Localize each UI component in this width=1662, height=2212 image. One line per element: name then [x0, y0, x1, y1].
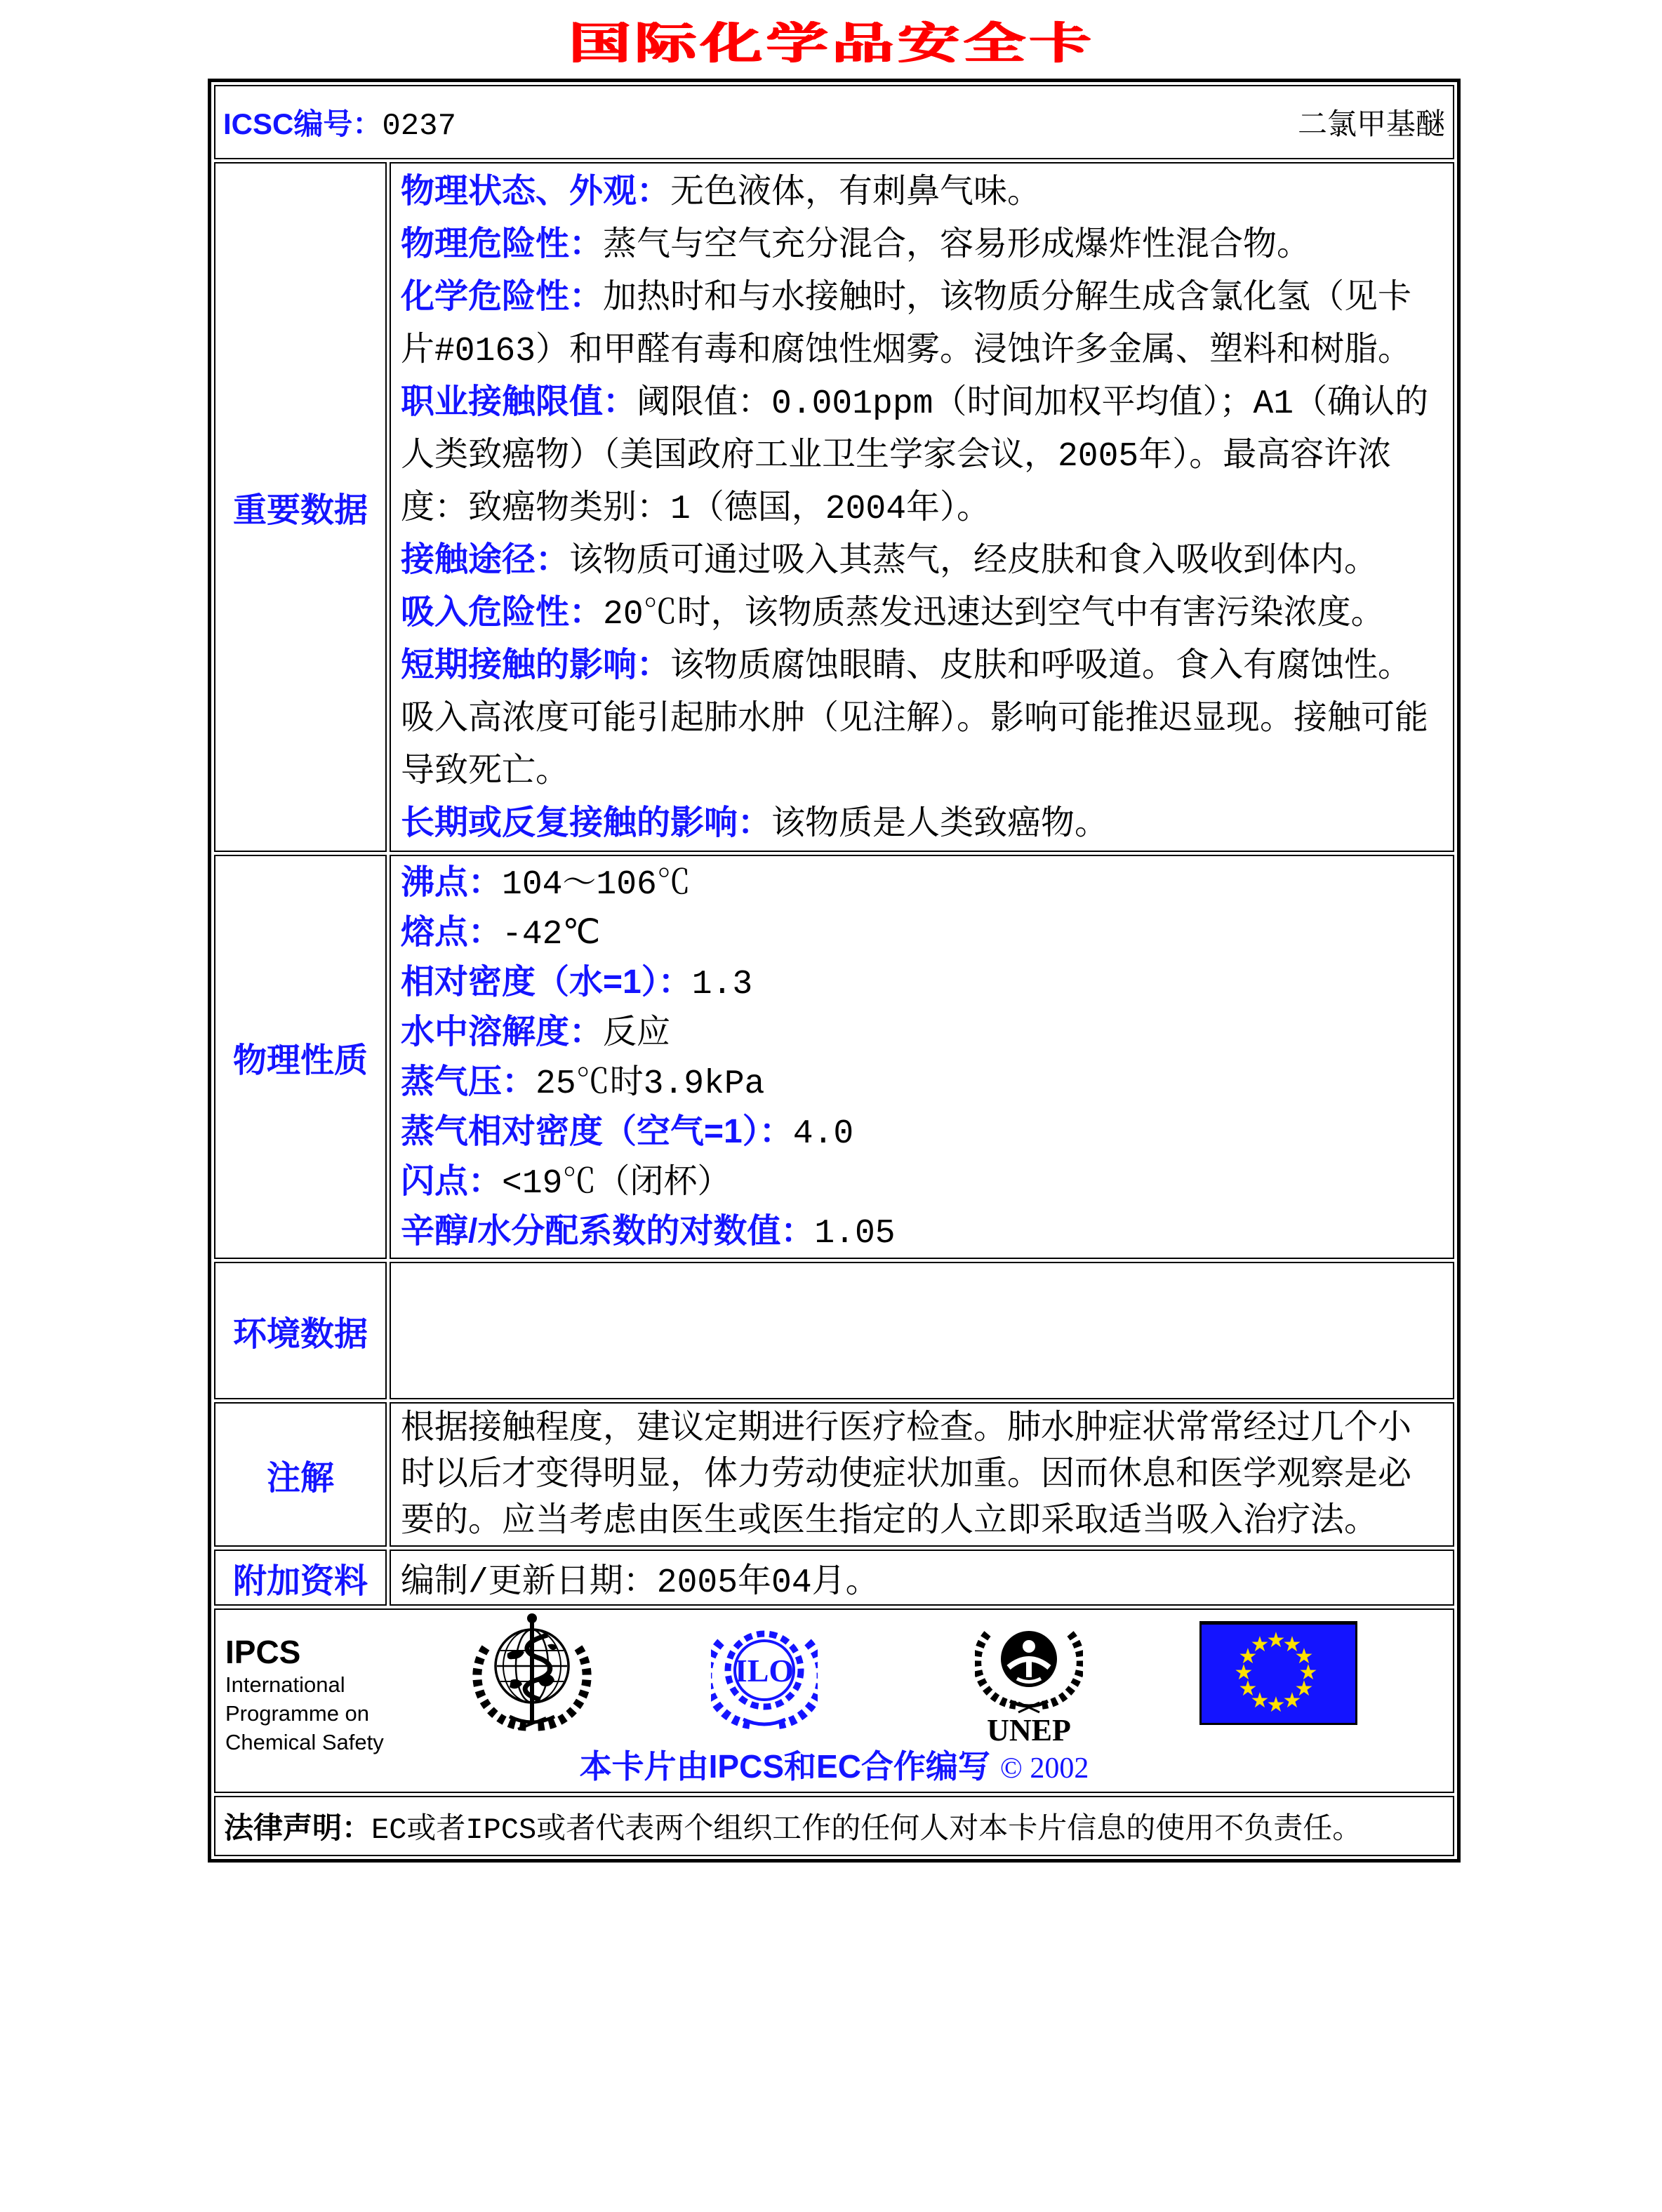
legal-text: EC或者IPCS或者代表两个组织工作的任何人对本卡片信息的使用不负责任。	[371, 1813, 1362, 1847]
legal-label: 法律声明：	[224, 1811, 372, 1844]
row-additional-info	[214, 1550, 1454, 1606]
physical-item: 蒸气相对密度（空气=1）：4.0	[401, 1113, 854, 1153]
ipcs-line: Programme on	[225, 1701, 370, 1726]
physical-properties-content	[390, 855, 1454, 1259]
who-logo	[469, 1611, 595, 1738]
icsc-number-group	[223, 101, 456, 144]
important-data-content	[390, 162, 1454, 852]
row-notes	[214, 1402, 1454, 1547]
icsc-bar	[216, 87, 1452, 157]
logos-inner	[215, 1610, 1453, 1792]
ipcs-title: IPCS	[225, 1634, 301, 1670]
important-item: 吸入危险性：20℃时，该物质蒸发迅速达到空气中有害污染浓度。	[401, 594, 1385, 634]
svg-text:★: ★	[1294, 1644, 1314, 1669]
eu-flag	[1199, 1621, 1357, 1725]
important-item: 物理危险性：蒸气与空气充分混合，容易形成爆炸性混合物。	[401, 225, 1311, 265]
row-environmental-data	[214, 1262, 1454, 1399]
notes-content	[390, 1402, 1454, 1547]
svg-text:★: ★	[1282, 1688, 1302, 1713]
important-item: 职业接触限值：阈限值：0.001ppm（时间加权平均值）；A1（确认的人类致癌物）（美国政府工业卫生学家会议，2005年）。最高容许浓度：致癌物类别：1（德国，2004年）。	[401, 383, 1429, 528]
physical-item: 闪点：<19℃（闭杯）	[401, 1163, 731, 1203]
row-physical-properties	[214, 855, 1454, 1259]
section-label-notes: 注解	[214, 1402, 387, 1547]
logos-cell	[214, 1608, 1454, 1793]
section-label-environment: 环境数据	[214, 1262, 387, 1399]
svg-text:★: ★	[1266, 1628, 1286, 1653]
legal-cell	[214, 1796, 1454, 1856]
important-item: 长期或反复接触的影响：该物质是人类致癌物。	[401, 804, 1109, 844]
ilo-logo	[711, 1613, 818, 1733]
svg-text:★: ★	[1250, 1688, 1270, 1713]
svg-text:★: ★	[1266, 1693, 1286, 1717]
footer-caption	[215, 1741, 1453, 1787]
important-item: 接触途径：该物质可通过吸入其蒸气，经皮肤和食入吸收到体内。	[401, 541, 1378, 581]
svg-text:★: ★	[1282, 1632, 1302, 1657]
safety-card-table	[208, 79, 1461, 1863]
physical-item: 相对密度（水=1）：1.3	[401, 964, 753, 1004]
important-item: 化学危险性：加热时和与水接触时，该物质分解生成含氯化氢（见卡片#0163）和甲醛有毒和腐蚀性烟雾。浸蚀许多金属、塑料和树脂。	[401, 278, 1412, 371]
physical-item: 熔点：-42℃	[401, 914, 601, 954]
physical-item: 辛醇/水分配系数的对数值：1.05	[401, 1213, 896, 1253]
row-legal	[214, 1796, 1454, 1856]
svg-text:★: ★	[1234, 1660, 1254, 1685]
unep-logo-text: UNEP	[987, 1713, 1071, 1745]
ipcs-line: International	[225, 1672, 345, 1697]
environmental-data-content	[390, 1262, 1454, 1399]
physical-item: 蒸气压：25℃时3.9kPa	[401, 1063, 765, 1103]
physical-item: 水中溶解度：反应	[401, 1013, 671, 1053]
svg-text:★: ★	[1238, 1677, 1258, 1701]
row-logos	[214, 1608, 1454, 1793]
icsc-number-value: 0237	[382, 108, 456, 144]
svg-text:★: ★	[1294, 1677, 1314, 1701]
notes-text: 根据接触程度，建议定期进行医疗检查。肺水肿症状常常经过几个小时以后才变得明显，体力劳动使症状加重。因而休息和医学观察是必要的。应当考虑由医生或医生指定的人立即采取适当吸入治疗法。	[401, 1411, 1412, 1541]
icsc-header-cell	[214, 85, 1454, 159]
unep-logo	[975, 1610, 1083, 1745]
page-title: 国际化学品安全卡	[568, 20, 1094, 68]
page-header	[0, 0, 1662, 79]
important-item: 短期接触的影响：该物质腐蚀眼睛、皮肤和呼吸道。食入有腐蚀性。吸入高浓度可能引起肺水肿（见注解）。影响可能推迟显现。接触可能导致死亡。	[401, 646, 1429, 792]
svg-text:★: ★	[1238, 1644, 1258, 1669]
icsc-number-label: ICSC编号：	[223, 107, 383, 140]
chemical-name: 二氯甲基醚	[1297, 109, 1445, 143]
section-label-additional: 附加资料	[214, 1550, 387, 1606]
ipcs-line: Chemical Safety	[225, 1730, 384, 1754]
additional-info-content: 编制/更新日期：2005年04月。	[390, 1550, 1454, 1606]
section-label-physical: 物理性质	[214, 855, 387, 1259]
physical-item: 沸点：104～106℃	[401, 864, 691, 904]
caption-copyright: © 2002	[999, 1752, 1089, 1785]
important-item: 物理状态、外观：无色液体，有刺鼻气味。	[401, 173, 1042, 213]
row-icsc-header	[214, 85, 1454, 159]
eu-flag-stars	[1202, 1625, 1351, 1717]
caption-text: 本卡片由IPCS和EC合作编写	[579, 1748, 990, 1785]
ipcs-text-block	[225, 1634, 384, 1757]
svg-text:★: ★	[1250, 1632, 1270, 1657]
section-label-important: 重要数据	[214, 162, 387, 852]
ilo-logo-text: ILO	[734, 1653, 795, 1688]
row-important-data	[214, 162, 1454, 852]
svg-text:★: ★	[1298, 1660, 1318, 1685]
